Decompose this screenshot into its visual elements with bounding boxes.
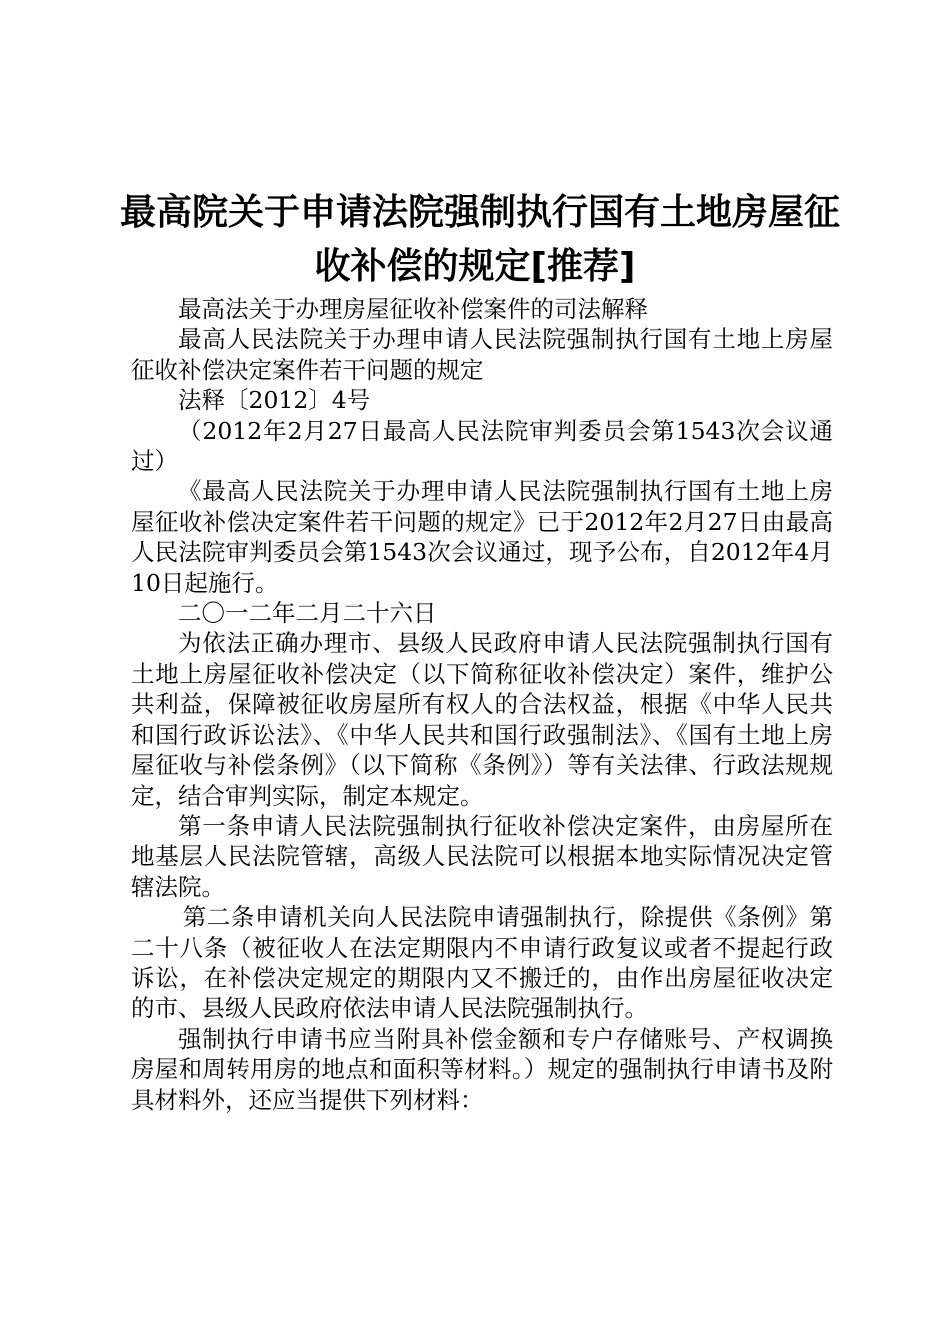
- paragraph-promulgation: 《最高人民法院关于办理申请人民法院强制执行国有土地上房屋征收补偿决定案件若干问题的规定》已于2012年2月27日由最高人民法院审判委员会第1543次会议通过，现予公布，自2012年4月10日起施行。: [131, 477, 833, 597]
- paragraph-article-2: 第二条申请机关向人民法院申请强制执行，除提供《条例》第二十八条（被征收人在法定期限内不申请行政复议或者不提起行政诉讼，在补偿决定规定的期限内又不搬迁的，由作出房屋征收决定的市、县级人民政府依法申请人民法院强制执行。: [131, 903, 833, 1023]
- document-title-line-2: 收补偿的规定[推荐]: [314, 246, 636, 287]
- paragraph-date: 二〇一二年二月二十六日: [178, 599, 437, 628]
- paragraph-article-2-materials: 强制执行申请书应当附具补偿金额和专户存储账号、产权调换房屋和周转用房的地点和面积等材料。）规定的强制执行申请书及附具材料外，还应当提供下列材料：: [131, 1024, 833, 1114]
- paragraph-regulation-name: 最高人民法院关于办理申请人民法院强制执行国有土地上房屋征收补偿决定案件若干问题的规定: [131, 325, 833, 384]
- paragraph-subtitle: 最高法关于办理房屋征收补偿案件的司法解释: [178, 295, 648, 323]
- paragraph-adoption-note: （2012年2月27日最高人民法院审判委员会第1543次会议通过）: [131, 416, 833, 476]
- document-title-line-1: 最高院关于申请法院强制执行国有土地房屋征: [120, 192, 841, 233]
- paragraph-article-1: 第一条申请人民法院强制执行征收补偿决定案件，由房屋所在地基层人民法院管辖，高级人民法院可以根据本地实际情况决定管辖法院。: [131, 811, 833, 901]
- document-body: [131, 294, 833, 1115]
- paragraph-preamble: 为依法正确办理市、县级人民政府申请人民法院强制执行国有土地上房屋征收补偿决定（以下简称征收补偿决定）案件，维护公共利益，保障被征收房屋所有权人的合法权益，根据《中华人民共和国行政诉讼法》、《中华人民共和国行政强制法》、《国有土地上房屋征收与补偿条例》（以下简称《条例》）等有关法律、行政法规规定，结合审判实际，制定本规定。: [131, 629, 833, 810]
- paragraph-document-number: 法释〔2012〕4号: [178, 386, 371, 415]
